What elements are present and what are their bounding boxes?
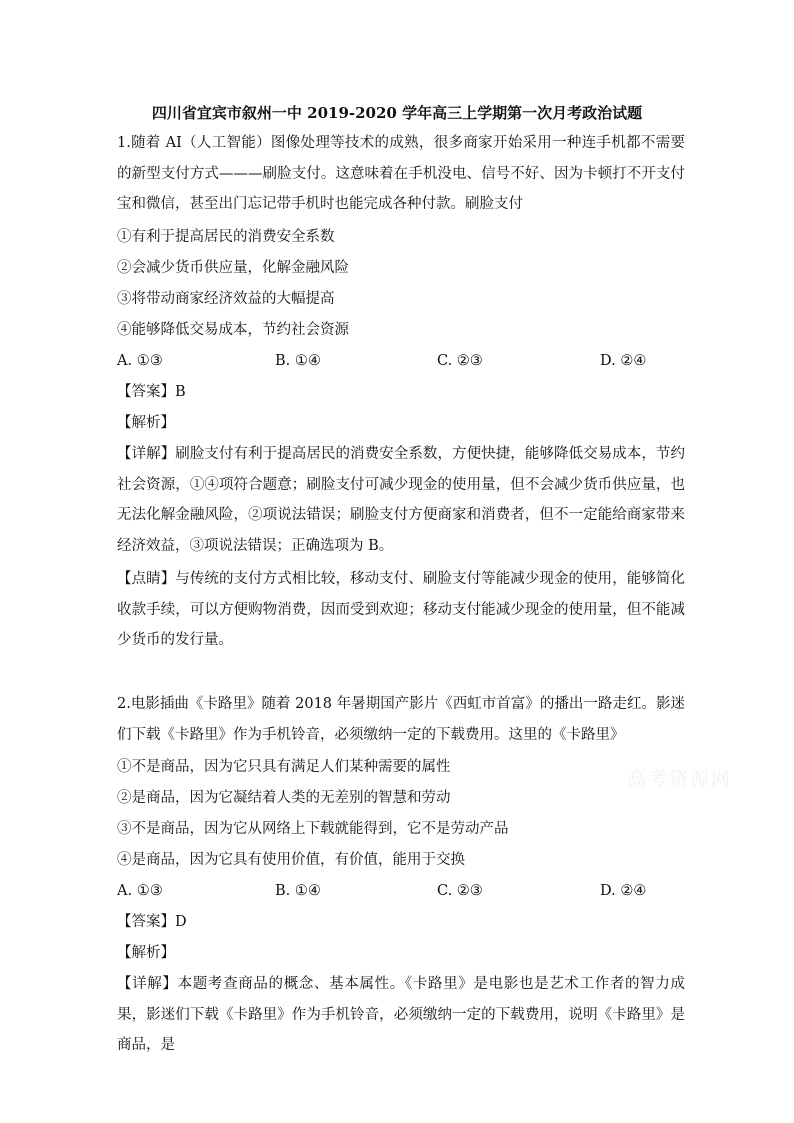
question-2-analysis-label: 【解析】 — [117, 945, 175, 961]
question-2-option-b: B. ①④ — [275, 883, 321, 899]
question-1-option-a: A. ①③ — [117, 353, 163, 369]
question-1-item-3: ③将带动商家经济效益的大幅提高 — [117, 291, 335, 307]
question-1-options — [117, 346, 685, 376]
question-2-option-a: A. ①③ — [117, 883, 163, 899]
question-2-answer: 【答案】D — [117, 914, 187, 930]
question-2-option-d: D. ②④ — [600, 883, 647, 899]
question-1-option-d: D. ②④ — [600, 353, 647, 369]
question-1-detail: 【详解】刷脸支付有利于提高居民的消费安全系数，方便快捷，能够降低交易成本，节约社会资源，①④项符合题意；刷脸支付可减少现金的使用量，但不会减少货币供应量，也无法化解金融风险，②项说法错误；刷脸支付方便商家和消费者，但不一定能给商家带来经济效益，③项说法错误；正确选项为 B。 — [117, 446, 685, 554]
question-1-option-c: C. ②③ — [437, 353, 483, 369]
question-1-item-4: ④能够降低交易成本，节约社会资源 — [117, 322, 349, 338]
question-2-item-2: ②是商品，因为它凝结着人类的无差别的智慧和劳动 — [117, 790, 451, 806]
question-1-tip: 【点睛】与传统的支付方式相比较，移动支付、刷脸支付等能减少现金的使用，能够简化收款手续，可以方便购物消费，因而受到欢迎；移动支付能减少现金的使用量，但不能减少货币的发行量。 — [117, 571, 685, 648]
question-2-item-1: ①不是商品，因为它只具有满足人们某种需要的属性 — [117, 759, 451, 775]
document-title: 四川省宜宾市叙州一中 2019-2020 学年高三上学期第一次月考政治试题 — [151, 104, 643, 122]
question-1-stem: 1.随着 AI（人工智能）图像处理等技术的成熟，很多商家开始采用一种连手机都不需要的新型支付方式———刷脸支付。这意味着在手机没电、信号不好、因为卡顿打不开支付宝和微信，甚至出门忘记带手机时也能完成各种付款。刷脸支付 — [117, 135, 685, 212]
question-1-item-1: ①有利于提高居民的消费安全系数 — [117, 229, 335, 245]
question-2-item-4: ④是商品，因为它具有使用价值，有价值，能用于交换 — [117, 852, 465, 868]
question-1-option-b: B. ①④ — [275, 353, 321, 369]
question-1-item-2: ②会减少货币供应量，化解金融风险 — [117, 260, 349, 276]
question-2-detail: 【详解】本题考查商品的概念、基本属性。《卡路里》是电影也是艺术工作者的智力成果，影迷们下载《卡路里》作为手机铃音，必须缴纳一定的下载费用，说明《卡路里》是商品，是 — [117, 976, 685, 1053]
question-2-options — [117, 876, 685, 906]
question-2-stem: 2.电影插曲《卡路里》随着 2018 年暑期国产影片《西虹市首富》的播出一路走红。影迷们下载《卡路里》作为手机铃音，必须缴纳一定的下载费用。这里的《卡路里》 — [117, 696, 685, 743]
question-1-answer: 【答案】B — [117, 384, 186, 400]
question-2-option-c: C. ②③ — [437, 883, 483, 899]
question-1-analysis-label: 【解析】 — [117, 415, 175, 431]
question-2-item-3: ③不是商品，因为它从网络上下载就能得到，它不是劳动产品 — [117, 821, 509, 837]
watermark: 高考资源网 — [627, 768, 733, 790]
